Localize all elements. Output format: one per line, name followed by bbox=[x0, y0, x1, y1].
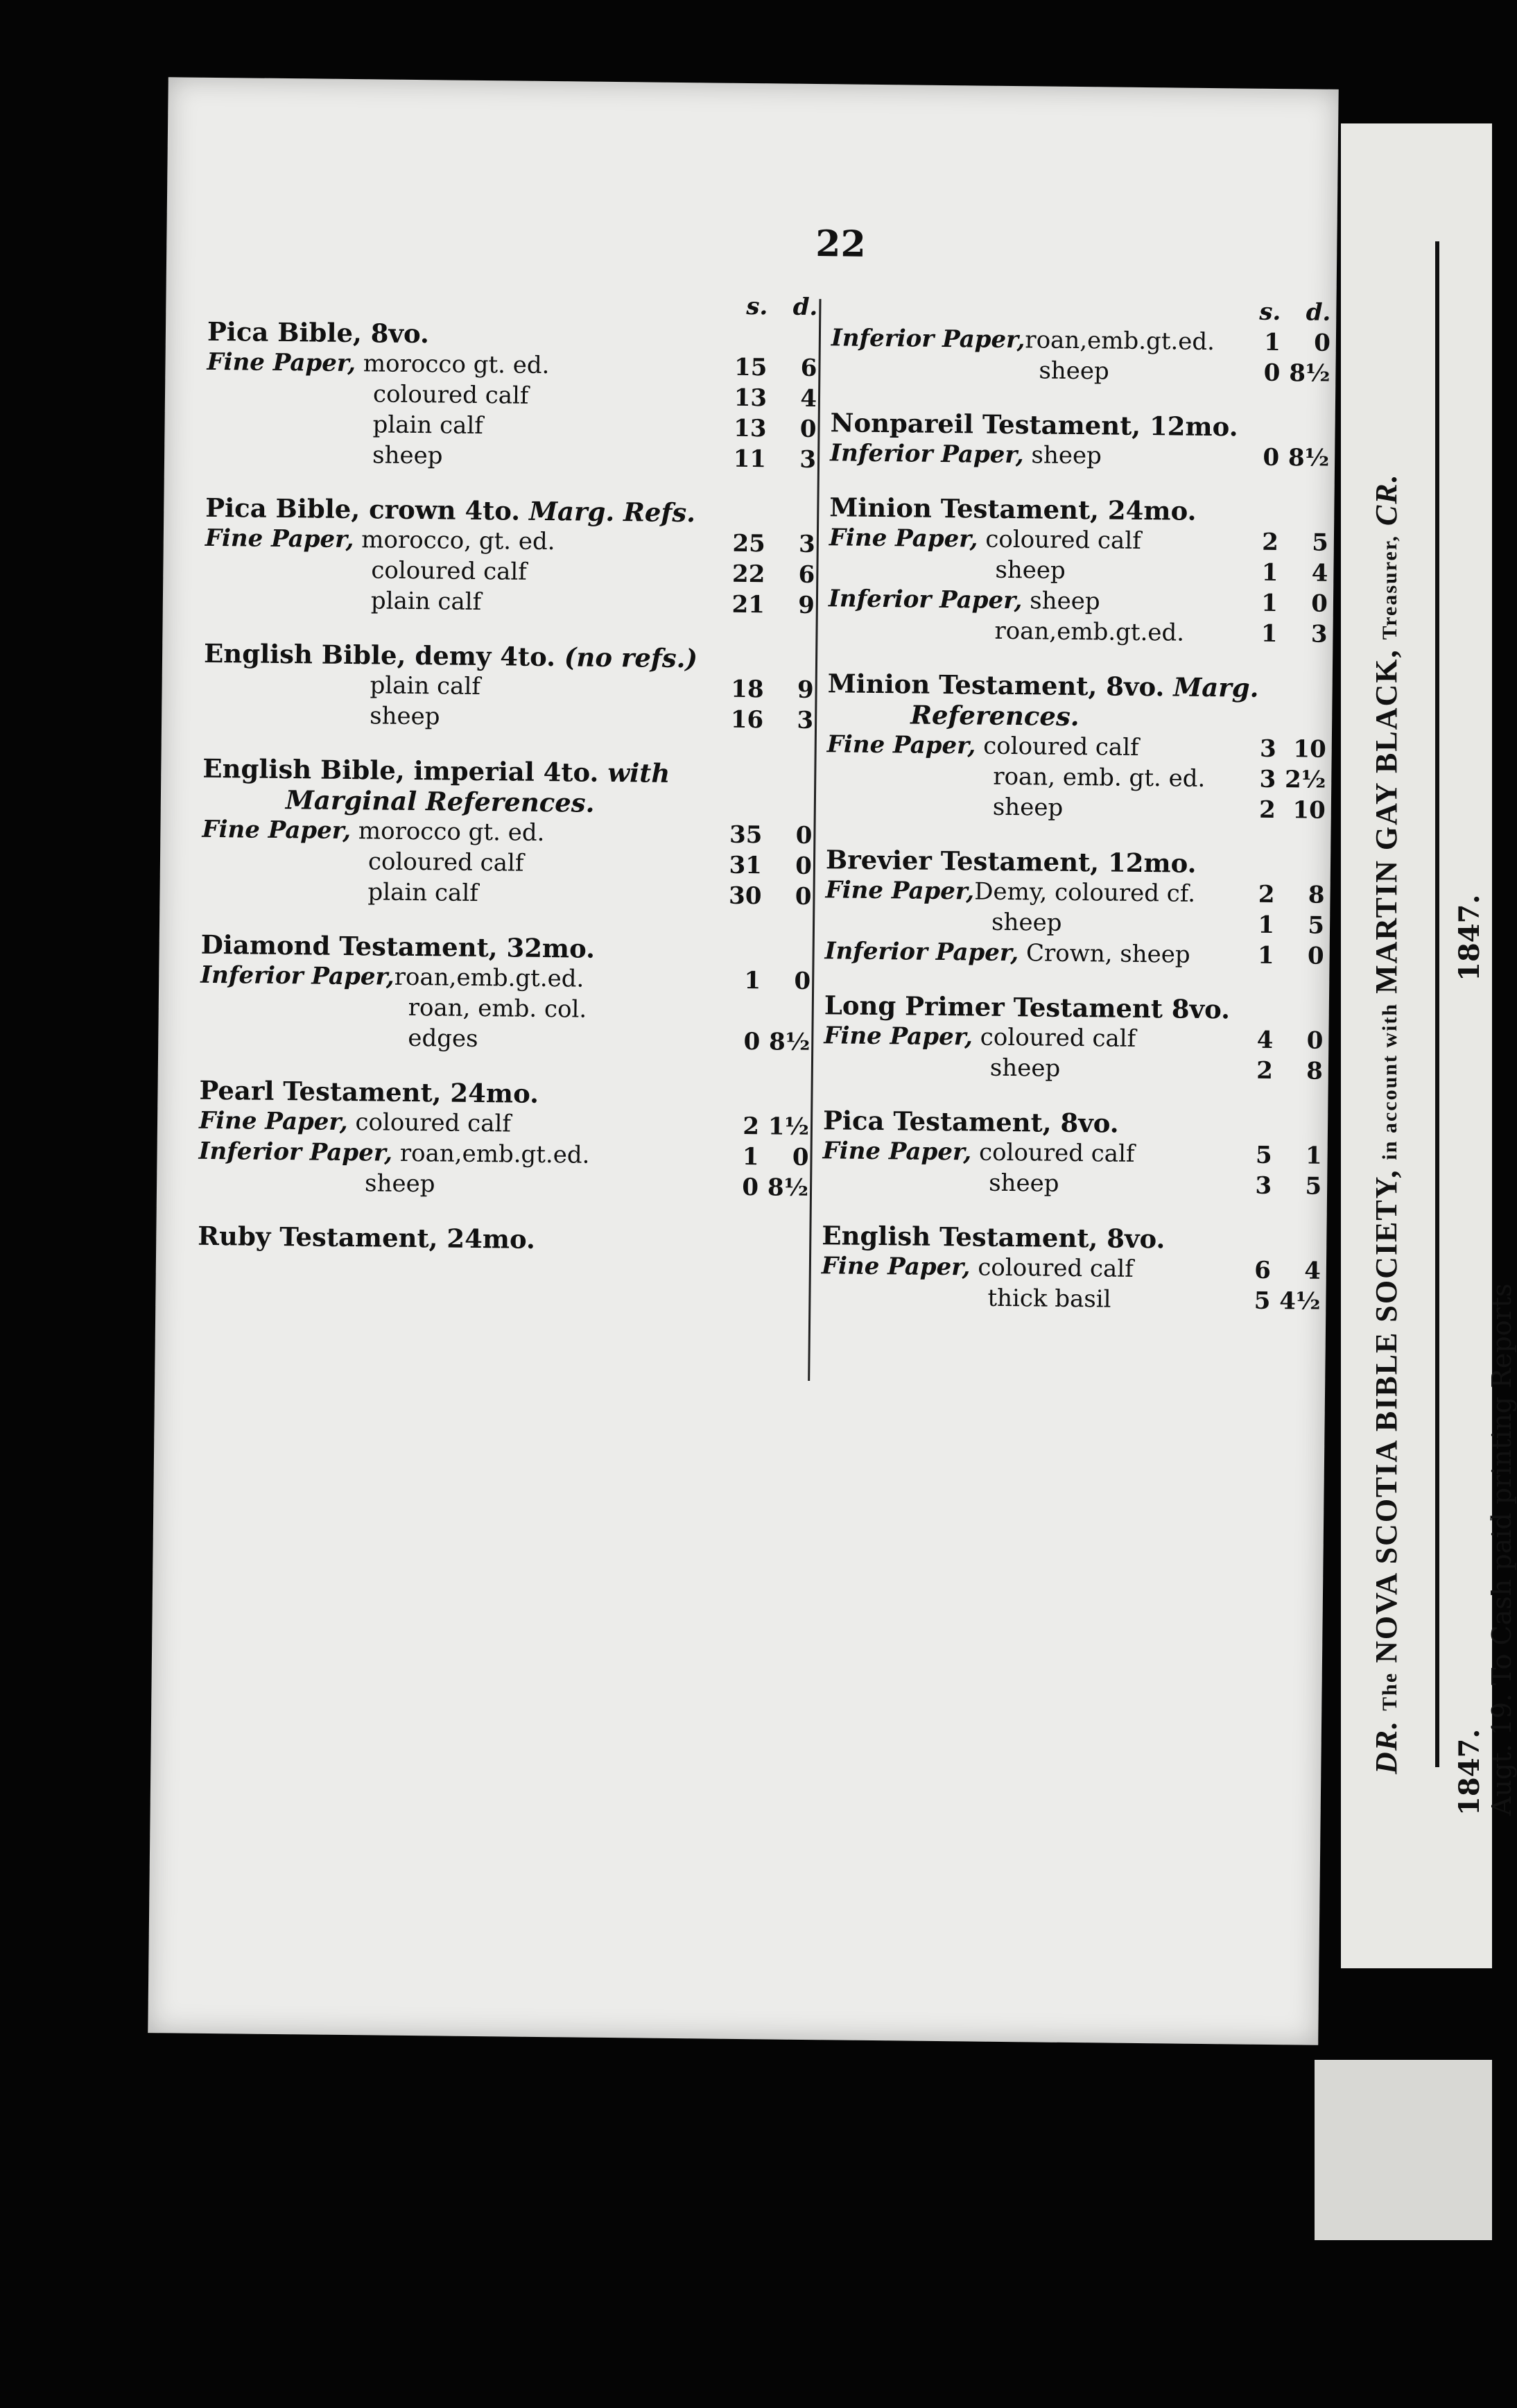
binding-label bbox=[821, 1281, 1223, 1316]
binding-text: sheep bbox=[1023, 441, 1102, 470]
price-shillings: 1 bbox=[1258, 911, 1275, 940]
paper-quality: Fine Paper, bbox=[826, 730, 976, 760]
price-shillings: 1 bbox=[1257, 941, 1274, 970]
catalogue-entry bbox=[205, 492, 816, 621]
catalogue-entry bbox=[824, 844, 1325, 972]
price-pence: 10 bbox=[1292, 796, 1326, 825]
binding-label bbox=[198, 1136, 711, 1172]
ledger-treasurer: Treasurer, bbox=[1378, 535, 1401, 640]
price-line bbox=[821, 1281, 1320, 1317]
catalogue-entry bbox=[203, 638, 814, 736]
paper-quality: Fine Paper, bbox=[822, 1137, 972, 1167]
paper-quality: Inferior Paper, bbox=[198, 1137, 393, 1167]
ledger-cr: CR. bbox=[1369, 473, 1403, 526]
binding-text: plain calf bbox=[372, 411, 484, 440]
price-pence: 0 bbox=[1314, 329, 1331, 357]
entry-title-text: English Bible, imperial 4to. bbox=[202, 752, 599, 788]
entry-title bbox=[827, 668, 1326, 704]
catalogue-entry bbox=[828, 492, 1328, 650]
paper-quality: Inferior Paper, bbox=[828, 585, 1023, 615]
binding-text: morocco, gt. ed. bbox=[354, 526, 555, 556]
entry-title bbox=[823, 1105, 1322, 1141]
binding-label bbox=[825, 905, 1227, 940]
entry-title-continued: Marginal References. bbox=[285, 784, 595, 818]
paper-quality: Fine Paper, bbox=[205, 524, 354, 554]
binding-text: sheep bbox=[992, 793, 1064, 822]
binding-text: roan,emb.gt.ed. bbox=[1025, 326, 1215, 356]
catalogue-entry bbox=[198, 1221, 808, 1257]
price-shillings: 3 bbox=[1255, 1171, 1272, 1200]
price-shillings: 11 bbox=[733, 445, 767, 474]
binding-label bbox=[207, 377, 720, 413]
price-line bbox=[198, 1167, 808, 1203]
binding-text: Crown, sheep bbox=[1018, 939, 1190, 969]
price-pence bbox=[761, 996, 810, 1027]
price-shillings: 5 bbox=[1254, 1287, 1271, 1315]
binding-text: roan,emb.gt.ed. bbox=[392, 1139, 590, 1169]
binding-text: sheep bbox=[995, 556, 1066, 585]
price-pence: 8 bbox=[1308, 881, 1325, 909]
ledger-name: MARTIN GAY BLACK, bbox=[1369, 648, 1403, 994]
binding-text: Demy, coloured cf. bbox=[973, 877, 1196, 908]
binding-text: sheep bbox=[988, 1169, 1059, 1198]
catalogue-entry bbox=[830, 407, 1330, 474]
binding-label bbox=[200, 1021, 713, 1057]
paper-quality: Fine Paper, bbox=[821, 1252, 971, 1282]
paper-quality: Inferior Paper, bbox=[824, 937, 1019, 968]
binding-label bbox=[828, 614, 1230, 648]
binding-text: plain calf bbox=[370, 587, 482, 617]
price-shillings: 1 bbox=[1261, 558, 1278, 587]
price-line bbox=[206, 438, 816, 475]
price-pence: 4 bbox=[800, 384, 817, 413]
binding-label bbox=[200, 990, 713, 1026]
binding-label bbox=[827, 729, 1229, 764]
binding-text: coloured calf bbox=[978, 525, 1141, 555]
ledger-rule bbox=[1435, 241, 1439, 1767]
adjacent-page-corner bbox=[1315, 2060, 1492, 2240]
entry-title-text: English Testament, 8vo. bbox=[822, 1220, 1165, 1255]
catalogue-entry bbox=[826, 668, 1327, 826]
entry-title-text: Minion Testament, 24mo. bbox=[829, 492, 1197, 526]
paper-quality: Inferior Paper, bbox=[831, 324, 1025, 354]
price-line bbox=[822, 1135, 1321, 1171]
entry-title-continued: References. bbox=[910, 699, 1080, 732]
binding-label bbox=[824, 936, 1226, 970]
entry-title bbox=[830, 407, 1329, 443]
entry-title bbox=[824, 990, 1324, 1026]
price-shillings: 2 bbox=[1258, 880, 1275, 909]
ledger-year-right: 1847. bbox=[1453, 894, 1486, 981]
price-shillings: 2 bbox=[1258, 796, 1276, 825]
binding-text: roan, emb. gt. ed. bbox=[993, 762, 1206, 793]
ledger-page bbox=[1341, 123, 1517, 1968]
price-line bbox=[826, 790, 1326, 826]
left-column bbox=[198, 286, 818, 1281]
paper-quality: Inferior Paper, bbox=[200, 961, 395, 991]
price-pence: 0 bbox=[1311, 590, 1328, 618]
price-pence: 0 bbox=[795, 882, 812, 911]
binding-label bbox=[198, 1167, 711, 1203]
shillings-header: s. bbox=[1259, 298, 1281, 327]
entry-title-text: Diamond Testament, 32mo. bbox=[200, 929, 596, 964]
paper-quality: Inferior Paper, bbox=[829, 439, 1024, 470]
catalogue-entry bbox=[206, 286, 818, 475]
catalogue-entry bbox=[201, 753, 813, 912]
binding-label bbox=[202, 845, 715, 881]
binding-label bbox=[825, 875, 1227, 909]
entry-title-text: Nonpareil Testament, 12mo. bbox=[830, 407, 1238, 442]
price-line bbox=[826, 759, 1326, 796]
paper-quality: Fine Paper, bbox=[825, 876, 975, 906]
price-shillings: 21 bbox=[731, 590, 765, 619]
binding-text: plain calf bbox=[367, 878, 478, 907]
pence-header: d. bbox=[1306, 298, 1331, 327]
entry-title-text: Brevier Testament, 12mo. bbox=[825, 844, 1197, 879]
binding-label bbox=[830, 438, 1232, 472]
price-shillings: 4 bbox=[1256, 1026, 1274, 1055]
price-pence: 4 bbox=[1303, 1257, 1321, 1285]
binding-text: roan,emb.gt.ed. bbox=[394, 963, 584, 993]
entry-title bbox=[822, 1220, 1321, 1256]
binding-label bbox=[826, 759, 1229, 794]
pence-header: d. bbox=[792, 293, 818, 322]
price-shillings: 0 bbox=[1263, 359, 1281, 388]
price-shillings: 22 bbox=[731, 560, 765, 589]
price-shillings: 30 bbox=[728, 882, 762, 911]
entry-title bbox=[198, 1221, 808, 1257]
entry-title-text: Pica Bible, 8vo. bbox=[207, 316, 430, 350]
price-line bbox=[824, 1051, 1323, 1087]
entry-title-note: (no refs.) bbox=[564, 642, 698, 674]
binding-label bbox=[205, 584, 718, 620]
price-shillings: 15 bbox=[734, 353, 768, 382]
price-pence: 6 bbox=[798, 560, 815, 590]
binding-text: sheep bbox=[989, 1054, 1061, 1083]
price-shillings: 1 bbox=[1264, 328, 1281, 357]
price-pence: 9 bbox=[798, 591, 815, 620]
binding-text: sheep bbox=[364, 1169, 435, 1198]
right-column bbox=[821, 292, 1331, 1340]
price-shillings: 13 bbox=[734, 384, 768, 413]
price-pence: 0 bbox=[1306, 1026, 1324, 1055]
price-shillings: 16 bbox=[730, 705, 764, 734]
paper-quality: Fine Paper, bbox=[198, 1106, 348, 1137]
entry-title-text: Long Primer Testament 8vo. bbox=[824, 990, 1231, 1025]
binding-text: sheep bbox=[369, 702, 440, 731]
catalogue-entry bbox=[824, 990, 1324, 1087]
price-pence: 0 bbox=[795, 852, 813, 881]
binding-text: coloured calf bbox=[970, 1253, 1134, 1283]
price-pence: 4 bbox=[1311, 559, 1328, 587]
price-shillings: 13 bbox=[734, 414, 767, 443]
binding-label bbox=[199, 1106, 712, 1142]
entry-title-note: Marg. Refs. bbox=[528, 495, 696, 528]
price-pence: 3 bbox=[799, 445, 817, 474]
price-shillings: 18 bbox=[731, 675, 764, 704]
price-pence: 1½ bbox=[768, 1112, 810, 1141]
entry-title-text: Pica Bible, crown 4to. bbox=[205, 492, 521, 526]
price-pence: 4½ bbox=[1279, 1287, 1321, 1316]
entry-title-note: with bbox=[607, 757, 670, 789]
price-column-header bbox=[831, 292, 1330, 328]
entry-title-text: Pearl Testament, 24mo. bbox=[199, 1074, 539, 1109]
price-pence: 1 bbox=[1305, 1142, 1322, 1170]
price-shillings: 2 bbox=[1261, 528, 1279, 557]
price-pence: 2½ bbox=[1284, 766, 1326, 794]
binding-label bbox=[824, 1051, 1226, 1085]
binding-label bbox=[829, 553, 1231, 587]
price-pence: 0 bbox=[799, 415, 817, 444]
price-pence: 6 bbox=[800, 354, 817, 383]
entry-title bbox=[829, 492, 1328, 528]
binding-label bbox=[206, 438, 719, 474]
binding-label bbox=[206, 408, 719, 444]
binding-text: coloured calf bbox=[372, 380, 529, 410]
price-line bbox=[203, 699, 813, 736]
price-shillings: 2 bbox=[1256, 1056, 1274, 1085]
price-line bbox=[825, 875, 1324, 911]
price-pence: 0 bbox=[1307, 942, 1324, 970]
binding-label bbox=[200, 960, 713, 996]
price-line bbox=[824, 1020, 1323, 1056]
price-line bbox=[827, 729, 1326, 765]
price-line bbox=[829, 522, 1328, 558]
entry-title-text: Minion Testament, 8vo. bbox=[827, 668, 1165, 703]
binding-text: sheep bbox=[372, 441, 443, 470]
binding-text: edges bbox=[408, 1024, 478, 1053]
ledger-year-left: 1847. bbox=[1453, 1728, 1486, 1816]
price-line bbox=[205, 584, 815, 621]
price-pence: 8½ bbox=[768, 1028, 810, 1057]
entry-title-text: English Bible, demy 4to. bbox=[203, 637, 556, 673]
shillings-header: s. bbox=[746, 292, 768, 321]
binding-text: thick basil bbox=[987, 1284, 1111, 1314]
catalogue-entry bbox=[198, 1075, 810, 1203]
price-shillings: 1 bbox=[1261, 589, 1278, 618]
price-shillings: 31 bbox=[729, 851, 763, 880]
binding-text: sheep bbox=[1022, 587, 1100, 616]
price-shillings: 1 bbox=[742, 1142, 759, 1171]
price-pence: 8½ bbox=[1288, 444, 1330, 472]
binding-text: morocco gt. ed. bbox=[355, 350, 550, 380]
price-shillings: 35 bbox=[729, 820, 763, 850]
binding-label bbox=[203, 699, 716, 735]
binding-label bbox=[201, 875, 714, 911]
binding-label bbox=[205, 523, 718, 559]
price-pence: 3 bbox=[1310, 620, 1328, 648]
paper-quality: Fine Paper, bbox=[207, 347, 356, 378]
price-pence: 8½ bbox=[1289, 359, 1330, 388]
binding-text: plain calf bbox=[370, 671, 481, 700]
price-line bbox=[824, 936, 1324, 972]
binding-label bbox=[826, 790, 1229, 825]
binding-text: sheep bbox=[991, 908, 1062, 937]
paper-quality: Fine Paper, bbox=[202, 815, 352, 845]
binding-label bbox=[831, 353, 1233, 388]
binding-label bbox=[202, 814, 715, 850]
ledger-heading bbox=[1369, 0, 1431, 1774]
price-pence: 10 bbox=[1293, 735, 1326, 764]
price-shillings: 2 bbox=[743, 1112, 760, 1141]
price-shillings: 5 bbox=[1255, 1141, 1272, 1169]
binding-text: coloured calf bbox=[976, 732, 1139, 762]
binding-text: coloured calf bbox=[371, 556, 528, 586]
price-pence: 9 bbox=[797, 676, 814, 705]
price-line bbox=[829, 553, 1328, 589]
binding-text: coloured calf bbox=[347, 1108, 512, 1138]
ledger-in-account: in account with bbox=[1378, 1002, 1401, 1160]
price-pence: 0 bbox=[794, 967, 811, 996]
binding-label bbox=[822, 1250, 1224, 1285]
binding-text: coloured calf bbox=[972, 1023, 1136, 1053]
ledger-year bbox=[1453, 895, 1486, 1816]
binding-text: coloured calf bbox=[367, 848, 524, 877]
price-line bbox=[822, 1166, 1321, 1202]
price-shillings: 1 bbox=[744, 967, 761, 995]
price-line bbox=[829, 583, 1328, 619]
ledger-entry: Augt. 19. To Cash paid printing Reports bbox=[1486, 1283, 1517, 1816]
ledger-society: NOVA SCOTIA BIBLE SOCIETY, bbox=[1369, 1169, 1403, 1663]
price-line bbox=[830, 438, 1329, 474]
binding-label bbox=[205, 553, 718, 590]
price-line bbox=[201, 875, 811, 912]
price-shillings: 6 bbox=[1254, 1256, 1272, 1284]
entry-title bbox=[826, 844, 1325, 880]
price-shillings: 0 bbox=[743, 1028, 761, 1056]
price-pence: 0 bbox=[795, 821, 813, 850]
price-line bbox=[831, 322, 1330, 359]
paper-quality: Fine Paper, bbox=[824, 1022, 973, 1051]
price-line bbox=[200, 1021, 810, 1058]
binding-label bbox=[824, 1020, 1226, 1055]
binding-label bbox=[829, 522, 1231, 557]
binding-text: sheep bbox=[1039, 356, 1110, 386]
price-pence: 5 bbox=[1305, 1172, 1322, 1201]
price-line bbox=[828, 614, 1327, 650]
paper-quality: Fine Paper, bbox=[829, 524, 978, 553]
page-number: 22 bbox=[815, 223, 867, 266]
entry-title-note: Marg. bbox=[1173, 671, 1259, 703]
binding-text: roan,emb.gt.ed. bbox=[994, 617, 1185, 647]
binding-label bbox=[829, 583, 1231, 618]
binding-label bbox=[822, 1166, 1224, 1201]
price-shillings: 0 bbox=[742, 1173, 759, 1202]
price-shillings bbox=[713, 996, 761, 1027]
price-shillings: 3 bbox=[1259, 734, 1276, 764]
binding-label bbox=[207, 347, 720, 383]
catalogue-entry bbox=[831, 292, 1330, 389]
price-pence: 3 bbox=[797, 706, 814, 735]
catalogue-entry bbox=[822, 1105, 1322, 1202]
entry-title-text: Pica Testament, 8vo. bbox=[822, 1105, 1119, 1139]
catalogue-page bbox=[148, 77, 1338, 2045]
price-pence: 8 bbox=[1306, 1057, 1324, 1085]
ledger-the: The bbox=[1378, 1671, 1401, 1711]
ledger-dr: DR. bbox=[1369, 1719, 1403, 1774]
binding-text: morocco gt. ed. bbox=[350, 817, 545, 847]
price-pence: 5 bbox=[1308, 911, 1325, 940]
binding-label bbox=[203, 669, 716, 705]
price-pence: 5 bbox=[1311, 528, 1329, 557]
binding-text: roan, emb. col. bbox=[408, 993, 587, 1024]
price-line bbox=[831, 353, 1330, 389]
price-shillings: 25 bbox=[732, 529, 766, 558]
binding-text: coloured calf bbox=[971, 1138, 1135, 1168]
entry-title-text: Ruby Testament, 24mo. bbox=[198, 1220, 536, 1255]
price-shillings: 1 bbox=[1260, 619, 1278, 648]
catalogue-entry bbox=[200, 929, 811, 1058]
price-shillings: 0 bbox=[1263, 443, 1280, 472]
binding-label bbox=[822, 1135, 1224, 1170]
binding-label bbox=[831, 322, 1233, 357]
price-pence: 3 bbox=[798, 530, 816, 559]
price-line bbox=[825, 905, 1324, 941]
catalogue-entry bbox=[821, 1220, 1321, 1317]
price-line bbox=[822, 1250, 1321, 1287]
price-shillings: 3 bbox=[1259, 765, 1276, 794]
price-pence: 8½ bbox=[767, 1173, 809, 1202]
price-pence: 0 bbox=[792, 1143, 809, 1171]
